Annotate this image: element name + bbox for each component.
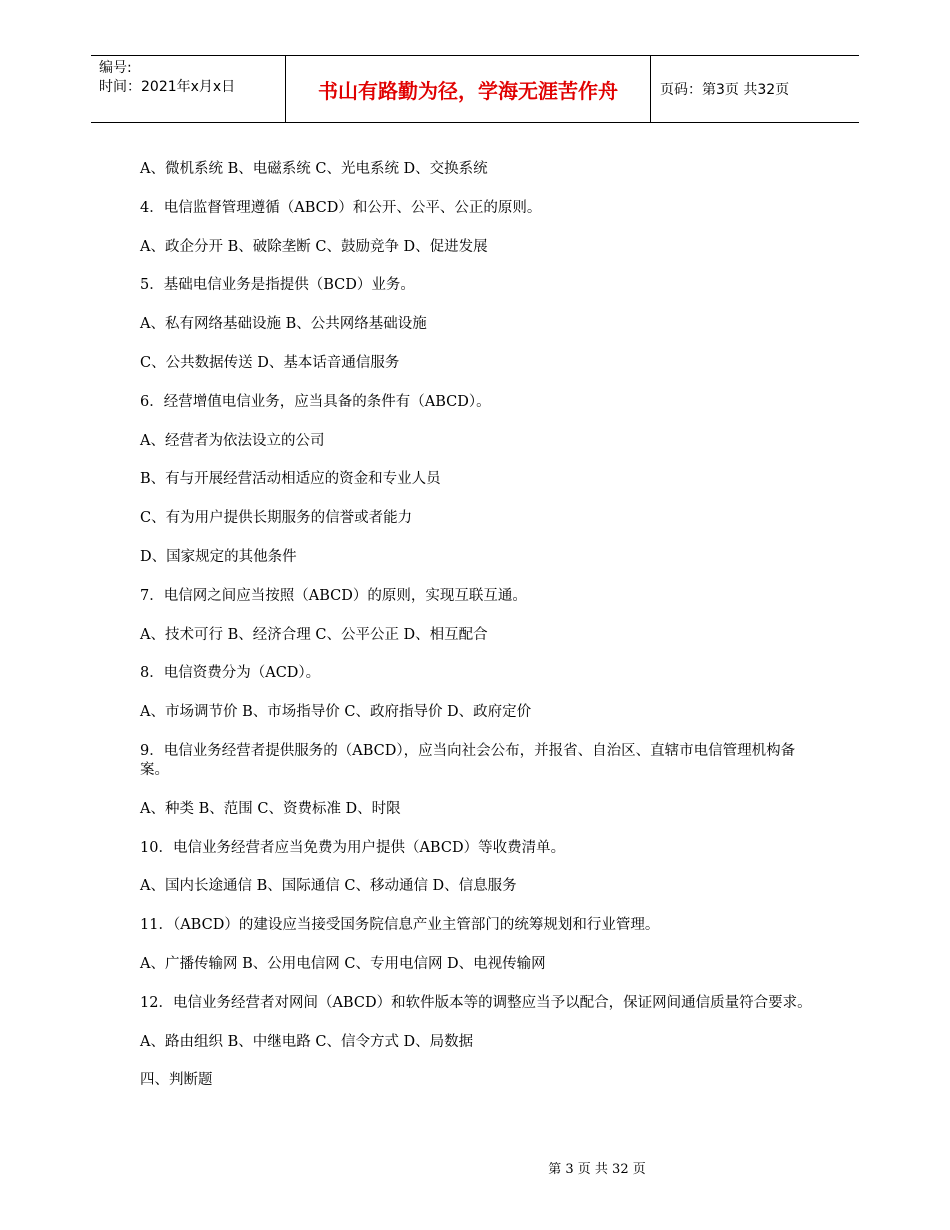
document-body: [140, 160, 820, 1110]
header-page-info: 页码：第3页 共32页: [660, 82, 790, 98]
question-6: 6．经营增值电信业务，应当具备的条件有（ABCD）。: [140, 393, 491, 410]
page-header: [91, 55, 859, 123]
code-label: 编号:: [99, 60, 132, 76]
options-4: A、政企分开 B、破除垄断 C、鼓励竞争 D、促进发展: [140, 238, 488, 255]
question-5: 5．基础电信业务是指提供（BCD）业务。: [140, 277, 415, 294]
options-8: A、市场调节价 B、市场指导价 C、政府指导价 D、政府定价: [140, 704, 532, 721]
time-label: 时间：2021年x月x日: [99, 79, 236, 95]
options-7: A、技术可行 B、经济合理 C、公平公正 D、相互配合: [140, 626, 488, 643]
section-heading: 四、判断题: [140, 1072, 213, 1089]
options-5a: A、私有网络基础设施 B、公共网络基础设施: [140, 316, 427, 333]
options-10: A、国内长途通信 B、国际通信 C、移动通信 D、信息服务: [140, 878, 517, 895]
option-6b: B、有与开展经营活动相适应的资金和专业人员: [140, 471, 441, 488]
question-9: 9．电信业务经营者提供服务的（ABCD），应当向社会公布，并报省、自治区、直辖市电信管理机构备案。: [140, 742, 796, 778]
question-4: 4．电信监督管理遵循（ABCD）和公开、公平、公正的原则。: [140, 199, 542, 216]
header-meta: [91, 56, 286, 122]
options-5b: C、公共数据传送 D、基本话音通信服务: [140, 354, 400, 371]
question-7: 7．电信网之间应当按照（ABCD）的原则，实现互联互通。: [140, 587, 527, 604]
page-footer: 第 3 页 共 32 页: [548, 1162, 646, 1177]
options-12: A、路由组织 B、中继电路 C、信令方式 D、局数据: [140, 1033, 474, 1050]
question-10: 10．电信业务经营者应当免费为用户提供（ABCD）等收费清单。: [140, 839, 566, 856]
options-11: A、广播传输网 B、公用电信网 C、专用电信网 D、电视传输网: [140, 955, 546, 972]
question-12: 12．电信业务经营者对网间（ABCD）和软件版本等的调整应当予以配合，保证网间通信质量符合要求。: [140, 994, 812, 1011]
options-9: A、种类 B、范围 C、资费标准 D、时限: [140, 800, 401, 817]
option-6a: A、经营者为依法设立的公司: [140, 432, 325, 449]
header-motto: 书山有路勤为径，学海无涯苦作舟: [286, 56, 651, 122]
option-6d: D、国家规定的其他条件: [140, 548, 297, 565]
question-11: 11．（ABCD）的建设应当接受国务院信息产业主管部门的统筹规划和行业管理。: [140, 917, 660, 934]
text-line: A、微机系统 B、电磁系统 C、光电系统 D、交换系统: [140, 161, 488, 177]
option-6c: C、有为用户提供长期服务的信誉或者能力: [140, 510, 413, 527]
question-8: 8．电信资费分为（ACD）。: [140, 665, 321, 682]
